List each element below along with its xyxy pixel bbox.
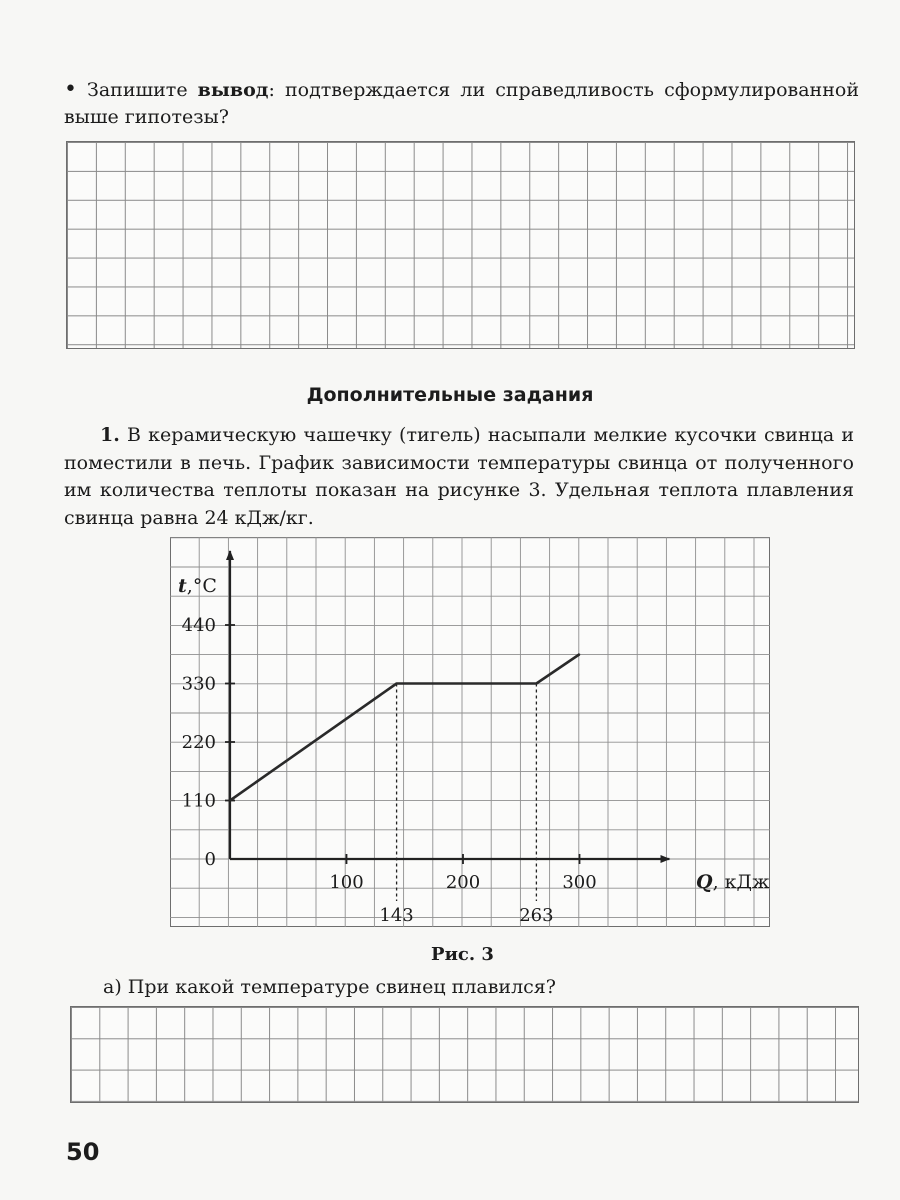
answer-grid-question-a[interactable] bbox=[70, 1006, 859, 1103]
page-number: 50 bbox=[66, 1138, 100, 1166]
y-tick-label: 440 bbox=[181, 615, 216, 636]
data-point bbox=[229, 800, 231, 802]
temperature-heat-chart bbox=[170, 537, 770, 927]
data-point bbox=[396, 683, 398, 685]
task-1-number: 1. bbox=[100, 424, 120, 446]
x-marked-label: 263 bbox=[519, 905, 554, 926]
section-title: Дополнительные задания bbox=[306, 384, 594, 406]
x-tick-label: 300 bbox=[562, 872, 597, 893]
conclusion-prefix: Запишите bbox=[86, 79, 198, 101]
x-tick-label: 100 bbox=[329, 872, 364, 893]
figure-caption: Рис. 3 bbox=[431, 944, 494, 965]
data-point bbox=[536, 683, 538, 685]
task-1-body: В керамическую чашечку (тигель) насыпали мелкие кусочки свинца и поместили в печь. График зависимости температуры свинца от полученного им количества теплоты показан на рисунке 3. Удельная теплота плавления свинца равна 24 кДж/кг. bbox=[64, 424, 854, 529]
y-axis-title: t,°C bbox=[178, 575, 217, 597]
x-axis-title: Q, кДж bbox=[696, 871, 770, 893]
x-tick-label: 200 bbox=[445, 872, 481, 893]
bullet-icon: • bbox=[64, 77, 77, 102]
x-marked-label: 143 bbox=[379, 905, 414, 926]
data-point bbox=[579, 653, 581, 655]
y-tick-label: 0 bbox=[204, 849, 216, 870]
task-1-text bbox=[64, 422, 854, 532]
chart-grid bbox=[170, 537, 770, 927]
conclusion-bold-word: вывод bbox=[197, 79, 269, 101]
y-tick-label: 220 bbox=[181, 732, 216, 753]
y-tick-label: 110 bbox=[181, 790, 216, 812]
answer-grid-conclusion[interactable] bbox=[66, 141, 855, 349]
question-a: а) При какой температуре свинец плавился? bbox=[103, 976, 556, 998]
conclusion-task bbox=[64, 76, 859, 131]
y-tick-label: 330 bbox=[181, 673, 216, 695]
conclusion-text: : подтверждается ли справедливость сформулированной выше гипотезы? bbox=[64, 79, 859, 128]
